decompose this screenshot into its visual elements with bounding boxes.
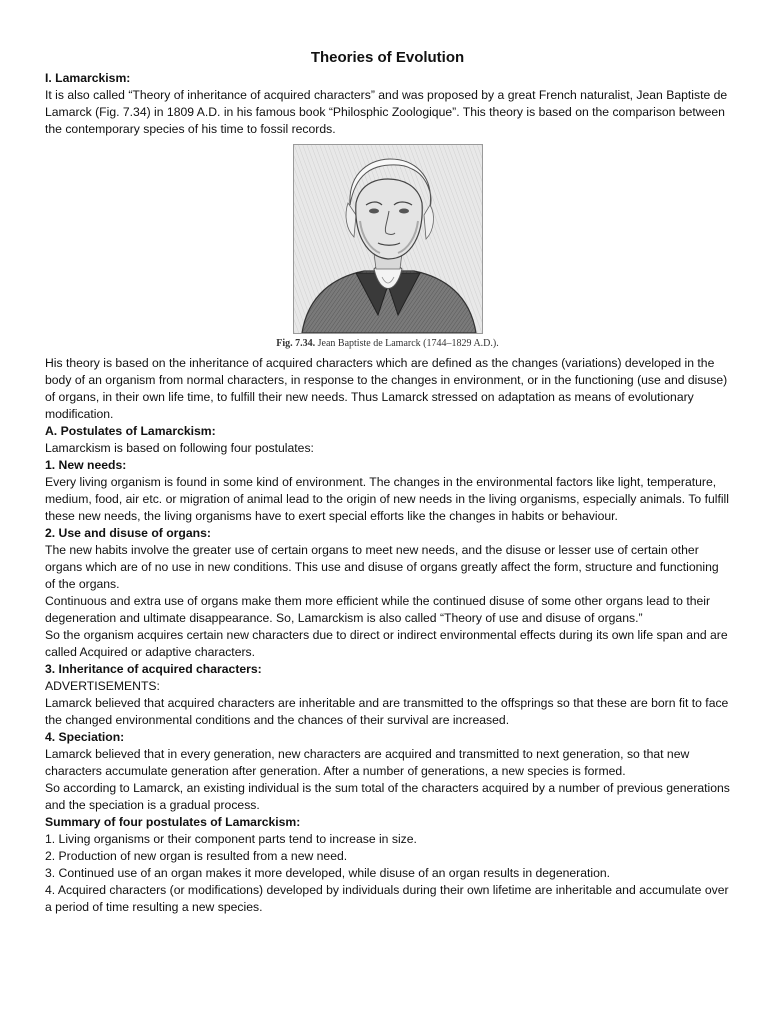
advertisements-label: ADVERTISEMENTS: (45, 679, 160, 693)
lamarck-portrait-image (293, 144, 483, 334)
speciation-heading: 4. Speciation: (45, 730, 125, 744)
summary-item: 3. Continued use of an organ makes it more developed, while disuse of an organ results in degeneration. (45, 866, 611, 880)
summary-item: 4. Acquired characters (or modifications) developed by individuals during their own lifetime are inheritable and accumulate over a period of time resulting a new species. (45, 883, 729, 914)
summary-heading: Summary of four postulates of Lamarckism: (45, 815, 301, 829)
new-needs-paragraph: Every living organism is found in some kind of environment. The changes in the environmental factors like light, temperature, medium, food, air etc. or migration of animal lead to the origin of new needs in the living organisms, especially animals. To fulfill these new needs, the living organisms have to exert special efforts like the changes in habits or behaviour. (45, 475, 729, 523)
use-disuse-paragraph-3: So the organism acquires certain new characters due to direct or indirect environmental effects during its own life span and are called Acquired or adaptive characters. (45, 628, 728, 659)
use-disuse-paragraph-2: Continuous and extra use of organs make them more efficient while the continued disuse of some other organs lead to their degeneration and ultimate disappearance. So, Lamarckism is also called “Theory of use and disuse of organs.” (45, 594, 711, 625)
postulates-intro: Lamarckism is based on following four postulates: (45, 441, 314, 455)
summary-item: 2. Production of new organ is resulted from a new need. (45, 849, 348, 863)
figure-caption (45, 337, 730, 351)
use-disuse-paragraph-1: The new habits involve the greater use of certain organs to meet new needs, and the disuse or lesser use of certain other organs which are of no use in new conditions. This use and disuse of organs greatly affect the form, structure and functioning of the organs. (45, 543, 719, 591)
summary-item: 1. Living organisms or their component parts tend to increase in size. (45, 832, 417, 846)
figure-label: Fig. 7.34. (276, 338, 316, 349)
figure-caption-text: Jean Baptiste de Lamarck (1744–1829 A.D.). (317, 338, 499, 349)
inheritance-heading: 3. Inheritance of acquired characters: (45, 662, 262, 676)
page-title: Theories of Evolution (310, 49, 465, 66)
theory-paragraph: His theory is based on the inheritance of acquired characters which are defined as the changes (variations) developed in the body of an organism from normal characters, in response to the changes in environment, or in the functioning (use and disuse) of organs, in their own life time, to fulfill their new needs. Thus Lamarck stressed on adaptation as means of evolutionary modification. (45, 356, 728, 421)
figure (45, 144, 730, 351)
intro-paragraph: It is also called “Theory of inheritance of acquired characters” and was proposed by a great French naturalist, Jean Baptiste de Lamarck (Fig. 7.34) in 1809 A.D. in his famous book “Philosphic Zoologique”. This theory is based on the comparison between the contemporary species of his time to fossil records. (45, 88, 728, 136)
speciation-paragraph-1: Lamarck believed that in every generation, new characters are acquired and transmitted to next generation, so that new characters accumulate generation after generation. After a number of generations, a new species is formed. (45, 747, 690, 778)
use-disuse-heading: 2. Use and disuse of organs: (45, 526, 211, 540)
document-page (45, 48, 730, 916)
section-heading-lamarckism: I. Lamarckism: (45, 71, 131, 85)
new-needs-heading: 1. New needs: (45, 458, 127, 472)
postulates-heading: A. Postulates of Lamarckism: (45, 424, 216, 438)
inheritance-paragraph: Lamarck believed that acquired characters are inheritable and are transmitted to the offsprings so that these are born fit to face the changed environmental conditions and the chances of their survival are increased. (45, 696, 729, 727)
speciation-paragraph-2: So according to Lamarck, an existing individual is the sum total of the characters acquired by a number of previous generations and the speciation is a gradual process. (45, 781, 730, 812)
